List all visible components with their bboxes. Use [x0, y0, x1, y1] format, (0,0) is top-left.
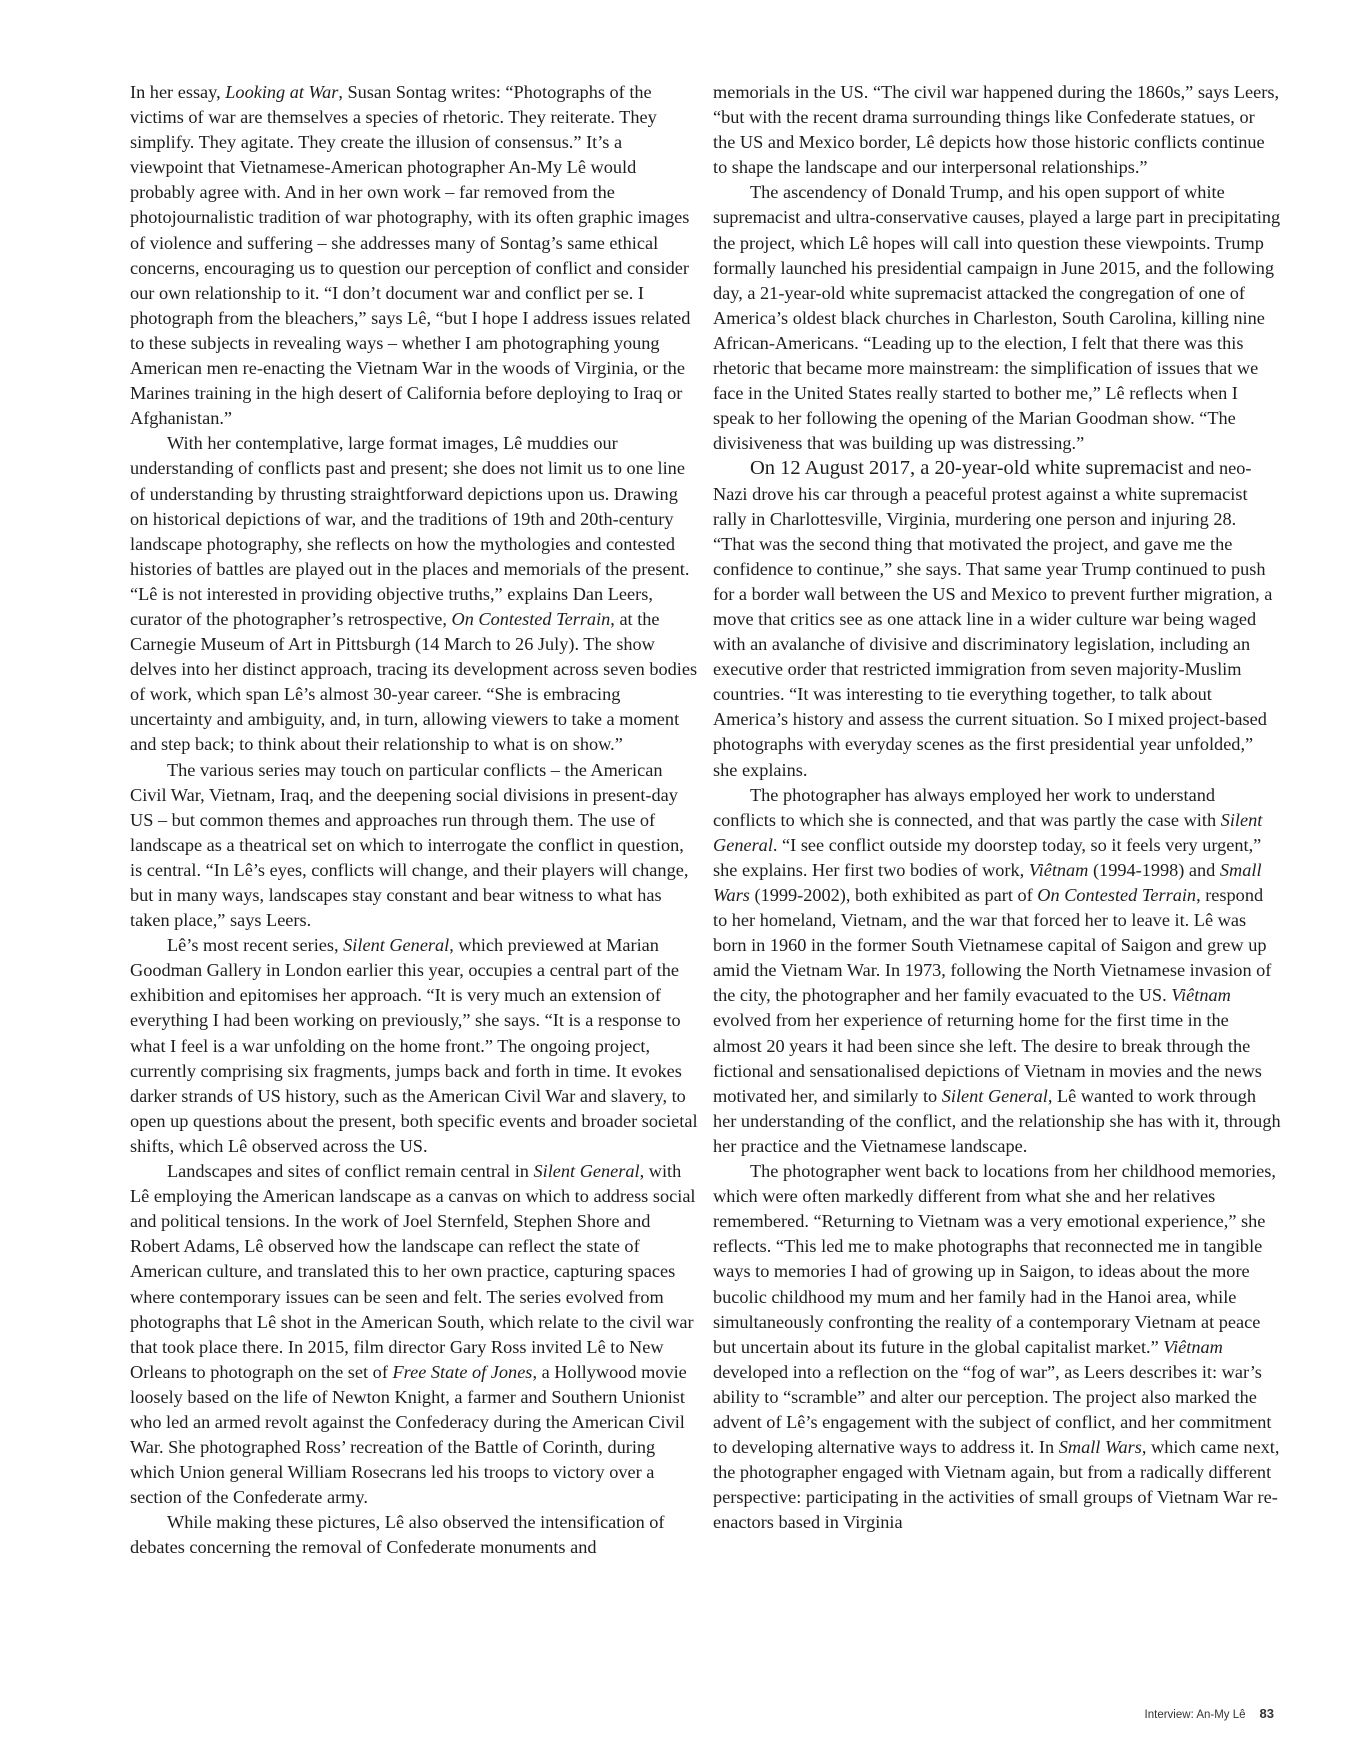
italic-title: Small Wars [713, 859, 1262, 905]
text-run: While making these pictures, Lê also observed the intensification of debates concerning the removal of Confederate monuments and [130, 1512, 665, 1558]
body-paragraph [713, 180, 1281, 456]
body-paragraph [130, 758, 698, 934]
text-run: (1999-2002), both exhibited as part of [749, 885, 1038, 905]
body-paragraph [713, 456, 1281, 782]
text-run: The photographer went back to locations from her childhood memories, which were often markedly different from what she and her relatives remembered. “Returning to Vietnam was a very emotional experience,” she reflects. “This led me to make photographs that reconnected me in tangible ways to memories I had of growing up in Saigon, to ideas about the more bucolic childhood my mum and her family had in the Hanoi area, while simultaneously confronting the reality of a contemporary Vietnam at peace but uncertain about its future in the global capitalist market.” [713, 1161, 1276, 1357]
body-paragraph [130, 80, 698, 431]
body-paragraph [130, 431, 698, 757]
body-paragraph [713, 783, 1281, 1159]
italic-title: Viêtnam [1171, 985, 1231, 1006]
text-run: , which came next, the photographer engaged with Vietnam again, but from a radically different perspective: participating in the activities of small groups of Vietnam War re-enactors based in Virginia [713, 1437, 1280, 1533]
italic-title: Silent General [343, 935, 450, 956]
text-run: With her contemplative, large format images, Lê muddies our understanding of conflicts past and present; she does not limit us to one line of understanding by thrusting straightforward depictions upon us. Drawing on historical depictions of war, and the traditions of 19th and 20th-century landscape photography, she reflects on how the mythologies and contested histories of battles are played out in the places and memorials of the present. “Lê is not interested in providing objective truths,” explains Dan Leers, curator of the photographer’s retrospective, [130, 433, 690, 629]
body-paragraph [713, 1159, 1281, 1535]
text-run: , a Hollywood movie loosely based on the life of Newton Knight, a farmer and Southern Unionist who led an armed revolt against the Confederacy during the American Civil War. She photographed Ross’ recreation of the Battle of Corinth, during which Union general William Rosecrans led his troops to victory over a section of the Confederate army. [130, 1361, 687, 1508]
text-run: , Susan Sontag writes: “Photographs of the victims of war are themselves a species of rhetoric. They reiterate. They simplify. They agitate. They create the illusion of consensus.” It’s a viewpoint that Vietnamese-American photographer An-My Lê would probably agree with. And in her own work – far removed from the photojournalistic tradition of war photography, with its often graphic images of violence and suffering – she addresses many of Sontag’s same ethical concerns, encouraging us to question our perception of conflict and consider our own relationship to it. “I don’t document war and conflict per se. I photograph from the bleachers,” says Lê, “but I hope I address issues related to these subjects in revealing ways – whether I am photographing young American men re-enacting the Vietnam War in the woods of Virginia, or the Marines training in the high desert of California before deploying to Iraq or Afghanistan.” [130, 82, 691, 429]
text-run: On 12 August 2017, a 20-year-old white supremacist [750, 457, 1184, 480]
text-run: The various series may touch on particular conflicts – the American Civil War, Vietnam, Iraq, and the deepening social divisions in present-day US – but common themes and approaches run through them. The use of landscape as a theatrical set on which to interrogate the conflict in question, is central. “In Lê’s eyes, conflicts will change, and their players will change, but in many ways, landscapes stay constant and bear witness to what has taken place,” says Leers. [130, 759, 689, 931]
text-run: Lê’s most recent series, [167, 935, 344, 956]
text-run: In her essay, [130, 82, 226, 102]
text-run: developed into a reflection on the “fog of war”, as Leers describes it: war’s ability to “scramble” and alter our perception. The project also marked the advent of Lê’s engagement with the subject of conflict, and her commitment to developing alternative ways to address it. In [713, 1361, 1272, 1458]
text-run: , Lê wanted to work through her understanding of the conflict, and the relationship she has with it, through her practice and the Vietnamese landscape. [713, 1085, 1281, 1156]
text-run: The ascendency of Donald Trump, and his open support of white supremacist and ultra-conservative causes, played a large part in precipitating the project, which Lê hopes will call into question these viewpoints. Trump formally launched his presidential campaign in June 2015, and the following day, a 21-year-old white supremacist attacked the congregation of one of America’s oldest black churches in Charleston, South Carolina, killing nine African-Americans. “Leading up to the election, I felt that there was this rhetoric that became more mainstream: the simplification of issues that we face in the United States really started to bother me,” Lê reflects when I speak to her following the opening of the Marian Goodman show. “The divisiveness that was building up was distressing.” [713, 182, 1281, 454]
text-run: . “I see conflict outside my doorstep today, so it feels very urgent,” she explains. Her first two bodies of work, [713, 834, 1262, 880]
italic-title: Free State of Jones [392, 1361, 533, 1382]
italic-title: Silent General [941, 1085, 1048, 1106]
text-run: evolved from her experience of returning home for the first time in the almost 20 years it had been since she left. The desire to break through the fictional and sensationalised depictions of Vietnam in movies and the news motivated her, and similarly to [713, 1010, 1262, 1106]
italic-title: Silent General [713, 809, 1263, 855]
left-text-column [130, 80, 698, 1561]
text-run: memorials in the US. “The civil war happened during the 1860s,” says Leers, “but with the recent drama surrounding things like Confederate statues, or the US and Mexico border, Lê depicts how those historic conflicts continue to shape the landscape and our interpersonal relationships.” [713, 82, 1280, 178]
italic-title: On Contested Terrain [451, 608, 611, 629]
page-number: 83 [1259, 1706, 1274, 1721]
italic-title: Viêtnam [1163, 1336, 1223, 1357]
italic-title: Silent General [533, 1161, 640, 1182]
body-paragraph [130, 1510, 698, 1560]
text-run: , respond to her homeland, Vietnam, and the war that forced her to leave it. Lê was born in 1960 in the former South Vietnamese capital of Saigon and grew up amid the Vietnam War. In 1973, following the North Vietnamese invasion of the city, the photographer and her family evacuated to the US. [713, 885, 1272, 1006]
text-run: (1994-1998) and [1088, 859, 1220, 880]
text-run: , which previewed at Marian Goodman Gallery in London earlier this year, occupies a central part of the exhibition and epitomises her approach. “It is very much an extension of everything I had been working on previously,” she says. “It is a response to what I feel is a war unfolding on the home front.” The ongoing project, currently comprising six fragments, jumps back and forth in time. It evokes darker strands of US history, such as the American Civil War and slavery, to open up questions about the present, both specific events and broader societal shifts, which Lê observed across the US. [130, 935, 698, 1156]
body-paragraph [130, 933, 698, 1159]
text-run: The photographer has always employed her work to understand conflicts to which she is connected, and that was partly the case with [713, 784, 1221, 830]
italic-title: Looking at War [225, 82, 339, 102]
text-run: Landscapes and sites of conflict remain central in [167, 1161, 534, 1182]
italic-title: Small Wars [1058, 1437, 1142, 1458]
right-text-column [713, 80, 1281, 1535]
text-run: , at the Carnegie Museum of Art in Pittsburgh (14 March to 26 July). The show delves into her distinct approach, tracing its development across seven bodies of work, which span Lê’s almost 30-year career. “She is embracing uncertainty and ambiguity, and, in turn, allowing viewers to take a moment and step back; to think about their relationship to what is on show.” [130, 608, 698, 755]
body-paragraph [130, 1159, 698, 1510]
running-title: Interview: An-My Lê [1144, 1709, 1246, 1721]
text-run: and neo-Nazi drove his car through a peaceful protest against a white supremacist rally in Charlottesville, Virginia, murdering one person and injuring 28. “That was the second thing that motivated the project, and gave me the confidence to continue,” she says. That same year Trump continued to push for a border wall between the US and Mexico to prevent further migration, a move that critics see as one attack line in a wider culture war being waged with an avalanche of divisive and discriminatory legislation, including an executive order that restricted immigration from seven majority-Muslim countries. “It was interesting to tie everything together, to talk about America’s history and assess the current situation. So I mixed project-based photographs with everyday scenes as the first presidential year unfolded,” she explains. [713, 458, 1273, 780]
italic-title: On Contested Terrain [1037, 885, 1197, 905]
text-run: , with Lê employing the American landscape as a canvas on which to address social and political tensions. In the work of Joel Sternfeld, Stephen Shore and Robert Adams, Lê observed how the landscape can reflect the state of American culture, and translated this to her own practice, capturing spaces where contemporary issues can be seen and felt. The series evolved from photographs that Lê shot in the American South, which relate to the civil war that took place there. In 2015, film director Gary Ross invited Lê to New Orleans to photograph on the set of [130, 1161, 696, 1382]
body-paragraph [713, 80, 1281, 180]
italic-title: Viêtnam [1028, 859, 1089, 880]
page-footer [1145, 1706, 1274, 1721]
